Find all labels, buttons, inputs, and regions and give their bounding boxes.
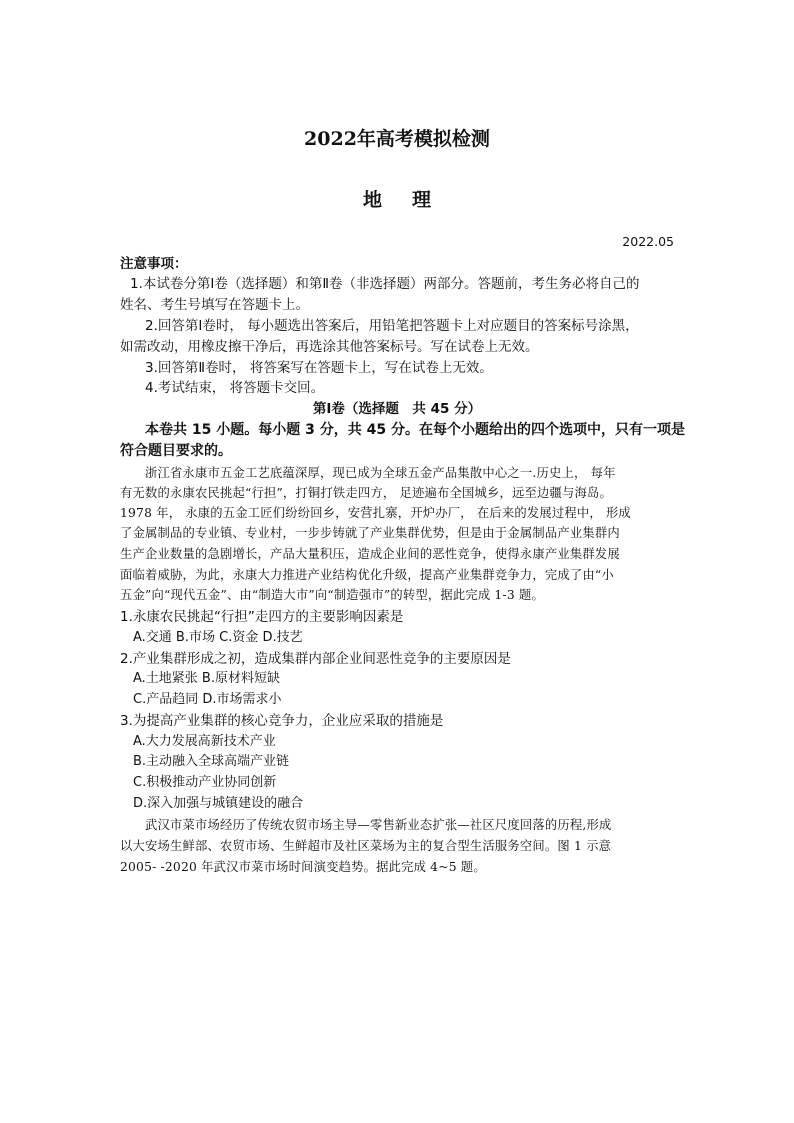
passage2-line: 武汉市菜市场经历了传统农贸市场主导—零售新业态扩张—社区尺度回落的历程,形成: [145, 818, 612, 832]
notice-item-4: 4.考试结束， 将答题卡交回。: [145, 380, 325, 396]
passage1-line: 面临着威胁，为此，永康大力推进产业结构优化升级，提高产业集群竞争力，完成了由“小: [120, 568, 614, 582]
subject-char-2: 理: [412, 189, 432, 211]
question-1-options: A.交通 B.市场 C.资金 D.技艺: [133, 630, 303, 645]
notice-heading: 注意事项：: [120, 256, 188, 272]
question-2-stem: 2.产业集群形成之初，造成集群内部企业间恶性竞争的主要原因是: [120, 651, 511, 667]
question-3-option-a: A.大力发展高新技术产业: [133, 734, 276, 749]
passage2-line: 2005- -2020 年武汉市菜市场时间演变趋势。据此完成 4~5 题。: [120, 860, 486, 874]
passage1-line: 生产企业数量的急剧增长，产品大量积压，造成企业间的恶性竞争，使得永康产业集群发展: [120, 547, 620, 561]
question-3-option-d: D.深入加强与城镇建设的融合: [133, 796, 304, 811]
question-3-stem: 3.为提高产业集群的核心竞争力，企业应采取的措施是: [120, 713, 444, 729]
section-instruction-2: 符合题目要求的。: [120, 443, 232, 459]
section-instruction-1: 本卷共 15 小题。每小题 3 分，共 45 分。在每个小题给出的四个选项中，只有一项是: [145, 422, 685, 438]
passage2-line: 以大安场生鲜部、农贸市场、生鲜超市及社区菜场为主的复合型生活服务空间。图 1 示意: [120, 839, 612, 853]
question-1-stem: 1.永康农民挑起“行担”走四方的主要影响因素是: [120, 609, 404, 625]
subject-title: [0, 185, 794, 212]
passage1-line: 了金属制品的专业镇、专业村，一步步铸就了产业集群优势，但是由于金属制品产业集群内: [120, 526, 620, 540]
notice-item-2: 2.回答第Ⅰ卷时， 每小题选出答案后，用铅笔把答题卡上对应题目的答案标号涂黑，: [145, 318, 639, 334]
passage1-line: 浙江省永康市五金工艺底蕴深厚，现已成为全球五金产品集散中心之一.历史上， 每年: [145, 466, 616, 480]
section-heading: 第Ⅰ卷（选择题 共 45 分）: [312, 401, 482, 417]
question-2-options-cd: C.产品趋同 D.市场需求小: [133, 692, 282, 707]
notice-item-1: 1.本试卷分第Ⅰ卷（选择题）和第Ⅱ卷（非选择题）两部分。答题前，考生务必将自己的: [130, 276, 640, 292]
notice-item-1-cont: 姓名、考生号填写在答题卡上。: [120, 297, 309, 313]
exam-title: 2022年高考模拟检测: [304, 128, 490, 150]
notice-item-3: 3.回答第Ⅱ卷时， 将答案写在答题卡上，写在试卷上无效。: [145, 360, 493, 376]
question-3-option-b: B.主动融入全球高端产业链: [133, 754, 290, 769]
question-3-option-c: C.积极推动产业协同创新: [133, 775, 277, 790]
passage1-line: 五金”向“现代五金”、由“制造大市”向“制造强市”的转型，据此完成 1-3 题。: [120, 588, 544, 602]
question-2-options-ab: A.土地紧张 B.原材料短缺: [133, 671, 280, 686]
notice-item-2-cont: 如需改动，用橡皮擦干净后，再选涂其他答案标号。写在试卷上无效。: [120, 339, 539, 355]
passage1-line: 有无数的永康农民挑起“行担”，打铜打铁走四方， 足迹遍布全国城乡，远至边疆与海岛。: [120, 486, 612, 500]
passage1-line: 1978 年， 永康的五金工匠们纷纷回乡，安营扎寨，开炉办厂， 在后来的发展过程中， 形成: [120, 506, 631, 520]
subject-char-1: 地: [362, 189, 382, 211]
exam-date: 2022.05: [622, 234, 674, 249]
